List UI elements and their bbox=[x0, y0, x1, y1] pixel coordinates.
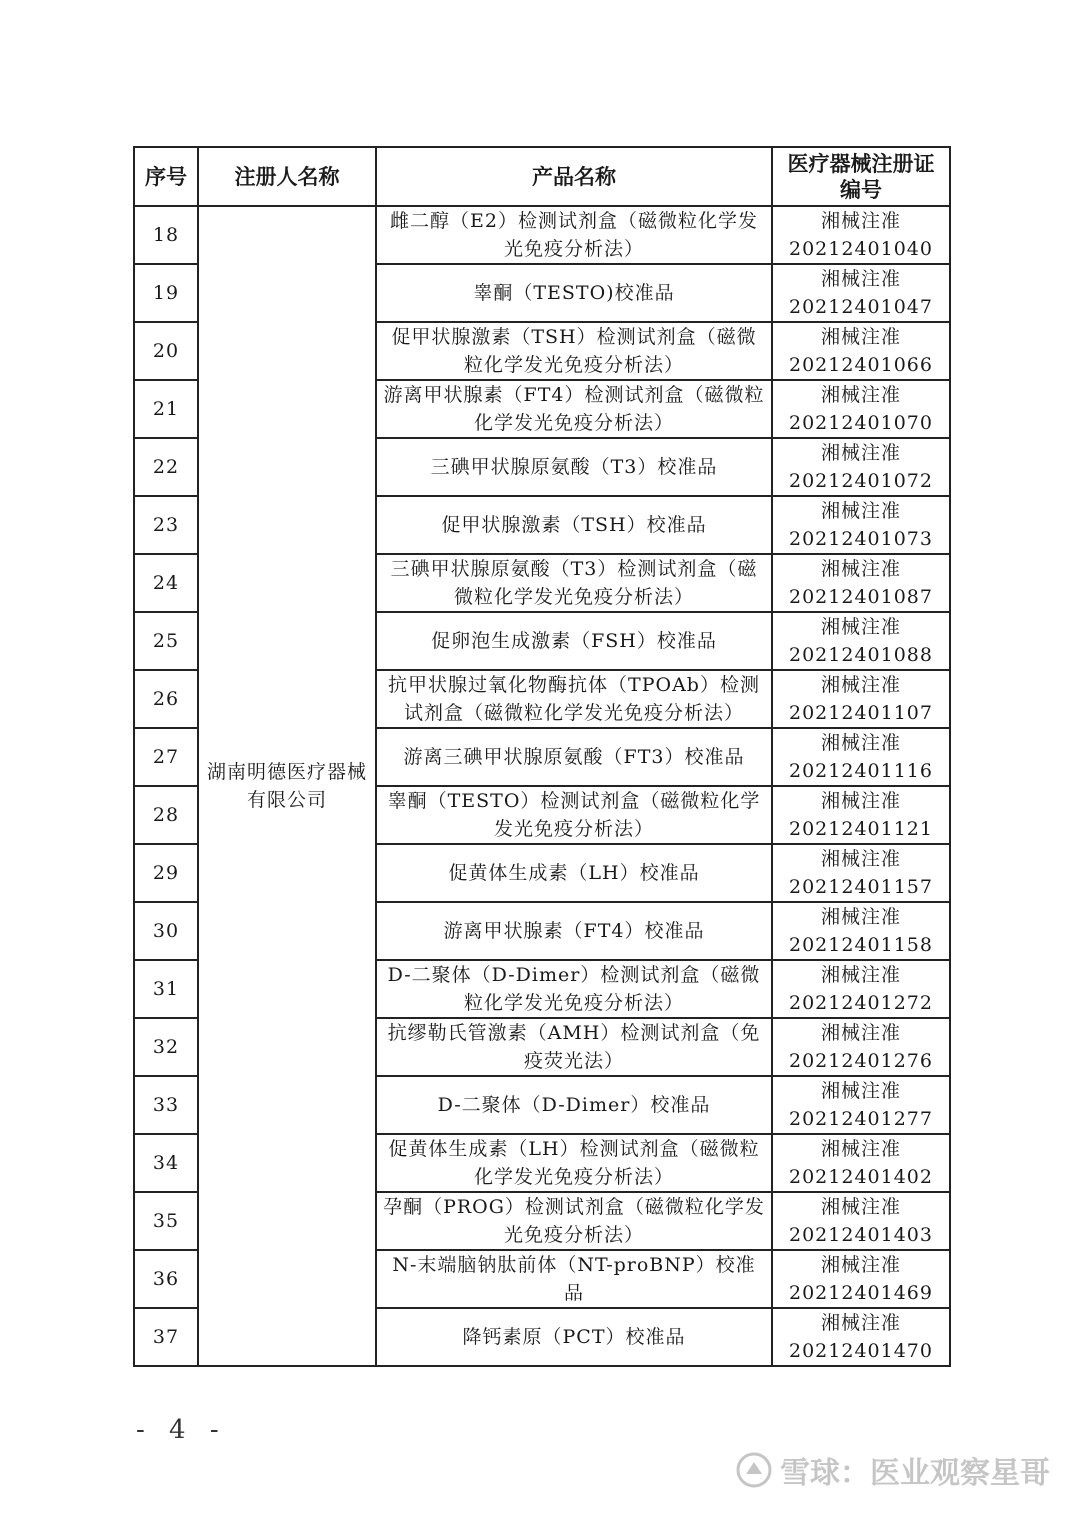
row-seq: 33 bbox=[134, 1076, 198, 1134]
row-seq: 31 bbox=[134, 960, 198, 1018]
row-cert-number bbox=[772, 1250, 950, 1308]
row-cert-number bbox=[772, 380, 950, 438]
row-cert-number bbox=[772, 206, 950, 264]
row-product-name: 三碘甲状腺原氨酸（T3）校准品 bbox=[376, 438, 772, 496]
row-product-name: 促卵泡生成激素（FSH）校准品 bbox=[376, 612, 772, 670]
cert-number: 20212401158 bbox=[789, 934, 933, 956]
row-product-name: N-末端脑钠肽前体（NT-proBNP）校准品 bbox=[376, 1250, 772, 1308]
row-product-name: 促甲状腺激素（TSH）检测试剂盒（磁微粒化学发光免疫分析法） bbox=[376, 322, 772, 380]
row-cert-number bbox=[772, 612, 950, 670]
cert-prefix: 湘械注准 bbox=[820, 674, 901, 696]
cert-prefix: 湘械注准 bbox=[820, 616, 901, 638]
row-seq: 19 bbox=[134, 264, 198, 322]
cert-number: 20212401047 bbox=[789, 296, 933, 318]
row-product-name: 三碘甲状腺原氨酸（T3）检测试剂盒（磁微粒化学发光免疫分析法） bbox=[376, 554, 772, 612]
row-product-name: 抗甲状腺过氧化物酶抗体（TPOAb）检测试剂盒（磁微粒化学发光免疫分析法） bbox=[376, 670, 772, 728]
cert-number: 20212401040 bbox=[789, 238, 933, 260]
row-cert-number bbox=[772, 1308, 950, 1366]
row-cert-number bbox=[772, 1192, 950, 1250]
row-product-name: D-二聚体（D-Dimer）校准品 bbox=[376, 1076, 772, 1134]
table-body bbox=[134, 206, 950, 1366]
cert-prefix: 湘械注准 bbox=[820, 500, 901, 522]
row-product-name: 促黄体生成素（LH）校准品 bbox=[376, 844, 772, 902]
cert-prefix: 湘械注准 bbox=[820, 732, 901, 754]
registrant-name: 湖南明德医疗器械有限公司 bbox=[198, 206, 376, 1366]
page-number: - 4 - bbox=[136, 1415, 227, 1445]
watermark-text: 雪球：医业观察星哥 bbox=[780, 1456, 1050, 1491]
cert-number: 20212401066 bbox=[789, 354, 933, 376]
row-seq: 22 bbox=[134, 438, 198, 496]
cert-number: 20212401403 bbox=[789, 1224, 933, 1246]
cert-number: 20212401277 bbox=[789, 1108, 933, 1130]
header-cert-number bbox=[772, 147, 950, 206]
row-product-name: 降钙素原（PCT）校准品 bbox=[376, 1308, 772, 1366]
cert-prefix: 湘械注准 bbox=[820, 848, 901, 870]
cert-prefix: 湘械注准 bbox=[820, 442, 901, 464]
table-row bbox=[134, 206, 950, 264]
watermark bbox=[736, 1448, 1050, 1492]
cert-number: 20212401469 bbox=[789, 1282, 933, 1304]
cert-prefix: 湘械注准 bbox=[820, 790, 901, 812]
row-product-name: D-二聚体（D-Dimer）检测试剂盒（磁微粒化学发光免疫分析法） bbox=[376, 960, 772, 1018]
row-cert-number bbox=[772, 1134, 950, 1192]
cert-prefix: 湘械注准 bbox=[820, 1138, 901, 1160]
cert-prefix: 湘械注准 bbox=[820, 1254, 901, 1276]
row-product-name: 抗缪勒氏管激素（AMH）检测试剂盒（免疫荧光法） bbox=[376, 1018, 772, 1076]
row-cert-number bbox=[772, 960, 950, 1018]
row-cert-number bbox=[772, 554, 950, 612]
row-cert-number bbox=[772, 1076, 950, 1134]
cert-number: 20212401402 bbox=[789, 1166, 933, 1188]
cert-number: 20212401470 bbox=[789, 1340, 933, 1362]
row-product-name: 睾酮（TESTO）检测试剂盒（磁微粒化学发光免疫分析法） bbox=[376, 786, 772, 844]
row-seq: 30 bbox=[134, 902, 198, 960]
cert-prefix: 湘械注准 bbox=[820, 326, 901, 348]
row-product-name: 孕酮（PROG）检测试剂盒（磁微粒化学发光免疫分析法） bbox=[376, 1192, 772, 1250]
row-seq: 29 bbox=[134, 844, 198, 902]
row-cert-number bbox=[772, 496, 950, 554]
cert-prefix: 湘械注准 bbox=[820, 210, 901, 232]
row-seq: 37 bbox=[134, 1308, 198, 1366]
cert-number: 20212401272 bbox=[789, 992, 933, 1014]
row-seq: 20 bbox=[134, 322, 198, 380]
cert-number: 20212401073 bbox=[789, 528, 933, 550]
header-cert-line2: 编号 bbox=[840, 177, 882, 202]
row-seq: 27 bbox=[134, 728, 198, 786]
row-seq: 28 bbox=[134, 786, 198, 844]
row-product-name: 游离甲状腺素（FT4）校准品 bbox=[376, 902, 772, 960]
row-cert-number bbox=[772, 786, 950, 844]
row-seq: 23 bbox=[134, 496, 198, 554]
row-seq: 34 bbox=[134, 1134, 198, 1192]
cert-number: 20212401088 bbox=[789, 644, 933, 666]
cert-prefix: 湘械注准 bbox=[820, 906, 901, 928]
row-product-name: 游离三碘甲状腺原氨酸（FT3）校准品 bbox=[376, 728, 772, 786]
row-seq: 36 bbox=[134, 1250, 198, 1308]
row-seq: 24 bbox=[134, 554, 198, 612]
cert-number: 20212401157 bbox=[789, 876, 933, 898]
row-seq: 21 bbox=[134, 380, 198, 438]
row-seq: 18 bbox=[134, 206, 198, 264]
cert-prefix: 湘械注准 bbox=[820, 268, 901, 290]
cert-number: 20212401107 bbox=[789, 702, 933, 724]
cert-number: 20212401070 bbox=[789, 412, 933, 434]
cert-number: 20212401116 bbox=[789, 760, 933, 782]
cert-prefix: 湘械注准 bbox=[820, 1312, 901, 1334]
row-cert-number bbox=[772, 264, 950, 322]
row-seq: 26 bbox=[134, 670, 198, 728]
table-header bbox=[134, 147, 950, 206]
row-cert-number bbox=[772, 844, 950, 902]
cert-prefix: 湘械注准 bbox=[820, 1080, 901, 1102]
cert-prefix: 湘械注准 bbox=[820, 558, 901, 580]
cert-prefix: 湘械注准 bbox=[820, 1022, 901, 1044]
row-cert-number bbox=[772, 670, 950, 728]
header-product: 产品名称 bbox=[376, 147, 772, 206]
header-registrant: 注册人名称 bbox=[198, 147, 376, 206]
row-cert-number bbox=[772, 438, 950, 496]
row-cert-number bbox=[772, 1018, 950, 1076]
cert-prefix: 湘械注准 bbox=[820, 384, 901, 406]
cert-number: 20212401276 bbox=[789, 1050, 933, 1072]
registration-table bbox=[133, 146, 951, 1367]
header-cert-line1: 医疗器械注册证 bbox=[787, 151, 935, 176]
row-seq: 35 bbox=[134, 1192, 198, 1250]
cert-prefix: 湘械注准 bbox=[820, 1196, 901, 1218]
row-cert-number bbox=[772, 322, 950, 380]
cert-number: 20212401072 bbox=[789, 470, 933, 492]
header-seq: 序号 bbox=[134, 147, 198, 206]
row-cert-number bbox=[772, 728, 950, 786]
row-product-name: 促甲状腺激素（TSH）校准品 bbox=[376, 496, 772, 554]
row-product-name: 睾酮（TESTO)校准品 bbox=[376, 264, 772, 322]
row-product-name: 促黄体生成素（LH）检测试剂盒（磁微粒化学发光免疫分析法） bbox=[376, 1134, 772, 1192]
row-seq: 25 bbox=[134, 612, 198, 670]
snowball-logo-icon bbox=[736, 1452, 772, 1488]
cert-number: 20212401087 bbox=[789, 586, 933, 608]
cert-number: 20212401121 bbox=[789, 818, 933, 840]
row-product-name: 雌二醇（E2）检测试剂盒（磁微粒化学发光免疫分析法） bbox=[376, 206, 772, 264]
row-product-name: 游离甲状腺素（FT4）检测试剂盒（磁微粒化学发光免疫分析法） bbox=[376, 380, 772, 438]
row-cert-number bbox=[772, 902, 950, 960]
row-seq: 32 bbox=[134, 1018, 198, 1076]
cert-prefix: 湘械注准 bbox=[820, 964, 901, 986]
